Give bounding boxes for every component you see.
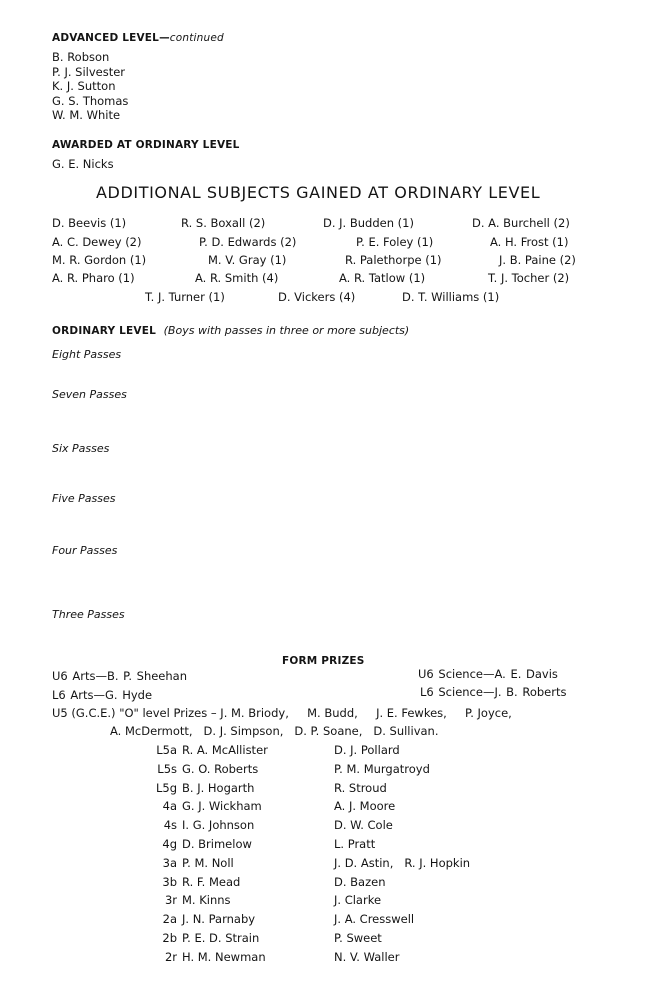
form-prize-first: G. J. Wickham bbox=[182, 799, 262, 814]
form-label: 3b bbox=[162, 874, 177, 889]
list-item: D. Beevis (1) bbox=[52, 216, 127, 230]
list-item: J. B. Paine (2) bbox=[499, 253, 576, 267]
advanced-heading: ADVANCED LEVEL—continued bbox=[52, 32, 224, 44]
form-prize-second: J. A. Cresswell bbox=[334, 912, 415, 927]
ordinary-heading: ORDINARY LEVEL (Boys with passes in three or more subjects) bbox=[52, 324, 410, 337]
form-label: 4s bbox=[163, 818, 177, 833]
additional-heading: ADDITIONAL SUBJECTS GAINED AT ORDINARY LEVEL bbox=[96, 183, 541, 202]
form-prize-second: J. Clarke bbox=[334, 893, 382, 908]
form-prize-first: R. A. McAllister bbox=[182, 743, 268, 757]
form-label: 2r bbox=[164, 949, 177, 964]
list-item: K. J. Sutton bbox=[52, 79, 116, 93]
form-label: 3r bbox=[164, 893, 177, 908]
list-item: A. H. Frost (1) bbox=[490, 235, 569, 249]
form-prize-second: P. M. Murgatroyd bbox=[334, 761, 430, 776]
list-item: P. E. Foley (1) bbox=[356, 235, 434, 249]
pass-group-label: Four Passes bbox=[52, 544, 118, 557]
form-prize-first: H. M. Newman bbox=[182, 949, 266, 964]
form-label: 2b bbox=[162, 931, 177, 945]
advanced-names-list bbox=[52, 50, 128, 123]
form-label: 4a bbox=[162, 799, 177, 814]
list-item: P. D. Edwards (2) bbox=[199, 235, 297, 249]
list-item: M. R. Gordon (1) bbox=[52, 253, 147, 267]
form-prize-second: D. J. Pollard bbox=[334, 743, 400, 757]
form-prize-second: D. W. Cole bbox=[334, 818, 393, 833]
prize-u5-line: A. McDermott, D. J. Simpson, D. P. Soane, D. Sullivan. bbox=[110, 724, 439, 738]
list-item: W. M. White bbox=[52, 108, 121, 122]
list-item: P. J. Silvester bbox=[52, 64, 126, 79]
list-item: A. C. Dewey (2) bbox=[52, 235, 142, 249]
form-prize-first: G. O. Roberts bbox=[182, 761, 259, 776]
list-item: R. Palethorpe (1) bbox=[345, 253, 442, 267]
form-prize-first: I. G. Johnson bbox=[182, 818, 255, 833]
form-label: 2a bbox=[162, 912, 177, 927]
list-item: A. R. Pharo (1) bbox=[52, 271, 135, 285]
form-prize-second: N. V. Waller bbox=[334, 949, 400, 964]
list-item: A. R. Smith (4) bbox=[195, 271, 279, 285]
form-label: L5s bbox=[157, 761, 177, 776]
form-prize-first: D. Brimelow bbox=[182, 837, 252, 851]
form-prize-second: R. Stroud bbox=[334, 780, 387, 795]
form-prize-second: D. Bazen bbox=[334, 874, 386, 889]
form-prize-second: P. Sweet bbox=[334, 931, 382, 945]
list-item: A. R. Tatlow (1) bbox=[339, 271, 426, 285]
list-item: G. S. Thomas bbox=[52, 93, 129, 108]
prizes-heading: FORM PRIZES bbox=[282, 655, 365, 667]
list-item: D. J. Budden (1) bbox=[323, 216, 414, 230]
prize-u6-arts: U6 Arts—B. P. Sheehan bbox=[52, 669, 188, 683]
form-prize-second: J. D. Astin, R. J. Hopkin bbox=[334, 855, 471, 870]
prize-u6-science: U6 Science—A. E. Davis bbox=[418, 667, 558, 681]
prize-l6-arts: L6 Arts—G. Hyde bbox=[52, 688, 153, 702]
form-label: 3a bbox=[162, 855, 177, 870]
form-prize-first: P. M. Noll bbox=[182, 855, 234, 870]
pass-group-label: Seven Passes bbox=[52, 388, 127, 401]
form-prize-first: J. N. Parnaby bbox=[182, 912, 256, 927]
list-item: T. J. Turner (1) bbox=[145, 290, 225, 304]
prize-l6-science: L6 Science—J. B. Roberts bbox=[420, 685, 567, 699]
prize-u5-line: U5 (G.C.E.) "O" level Prizes – J. M. Briody, M. Budd, J. E. Fewkes, P. Joyce, bbox=[52, 706, 512, 720]
form-prize-first: B. J. Hogarth bbox=[182, 780, 255, 795]
form-prize-first: P. E. D. Strain bbox=[182, 931, 260, 945]
form-prize-second: A. J. Moore bbox=[334, 799, 396, 814]
form-label: 4g bbox=[162, 837, 177, 851]
list-item: D. Vickers (4) bbox=[278, 290, 356, 304]
form-prize-first: R. F. Mead bbox=[182, 874, 241, 889]
list-item: T. J. Tocher (2) bbox=[488, 271, 570, 285]
form-label: L5g bbox=[155, 780, 177, 795]
list-item: M. V. Gray (1) bbox=[208, 253, 287, 267]
form-prize-first: M. Kinns bbox=[182, 893, 231, 908]
form-prize-second: L. Pratt bbox=[334, 837, 376, 851]
awarded-name: G. E. Nicks bbox=[52, 157, 114, 171]
pass-group-label: Eight Passes bbox=[52, 348, 122, 361]
list-item: R. S. Boxall (2) bbox=[181, 216, 266, 230]
form-label: L5a bbox=[156, 743, 177, 757]
pass-group-label: Six Passes bbox=[52, 442, 110, 455]
list-item: D. A. Burchell (2) bbox=[472, 216, 570, 230]
awarded-heading: AWARDED AT ORDINARY LEVEL bbox=[52, 139, 240, 151]
list-item: B. Robson bbox=[52, 50, 110, 64]
list-item: D. T. Williams (1) bbox=[402, 290, 500, 304]
pass-group-label: Three Passes bbox=[52, 608, 125, 621]
pass-group-label: Five Passes bbox=[52, 492, 116, 505]
